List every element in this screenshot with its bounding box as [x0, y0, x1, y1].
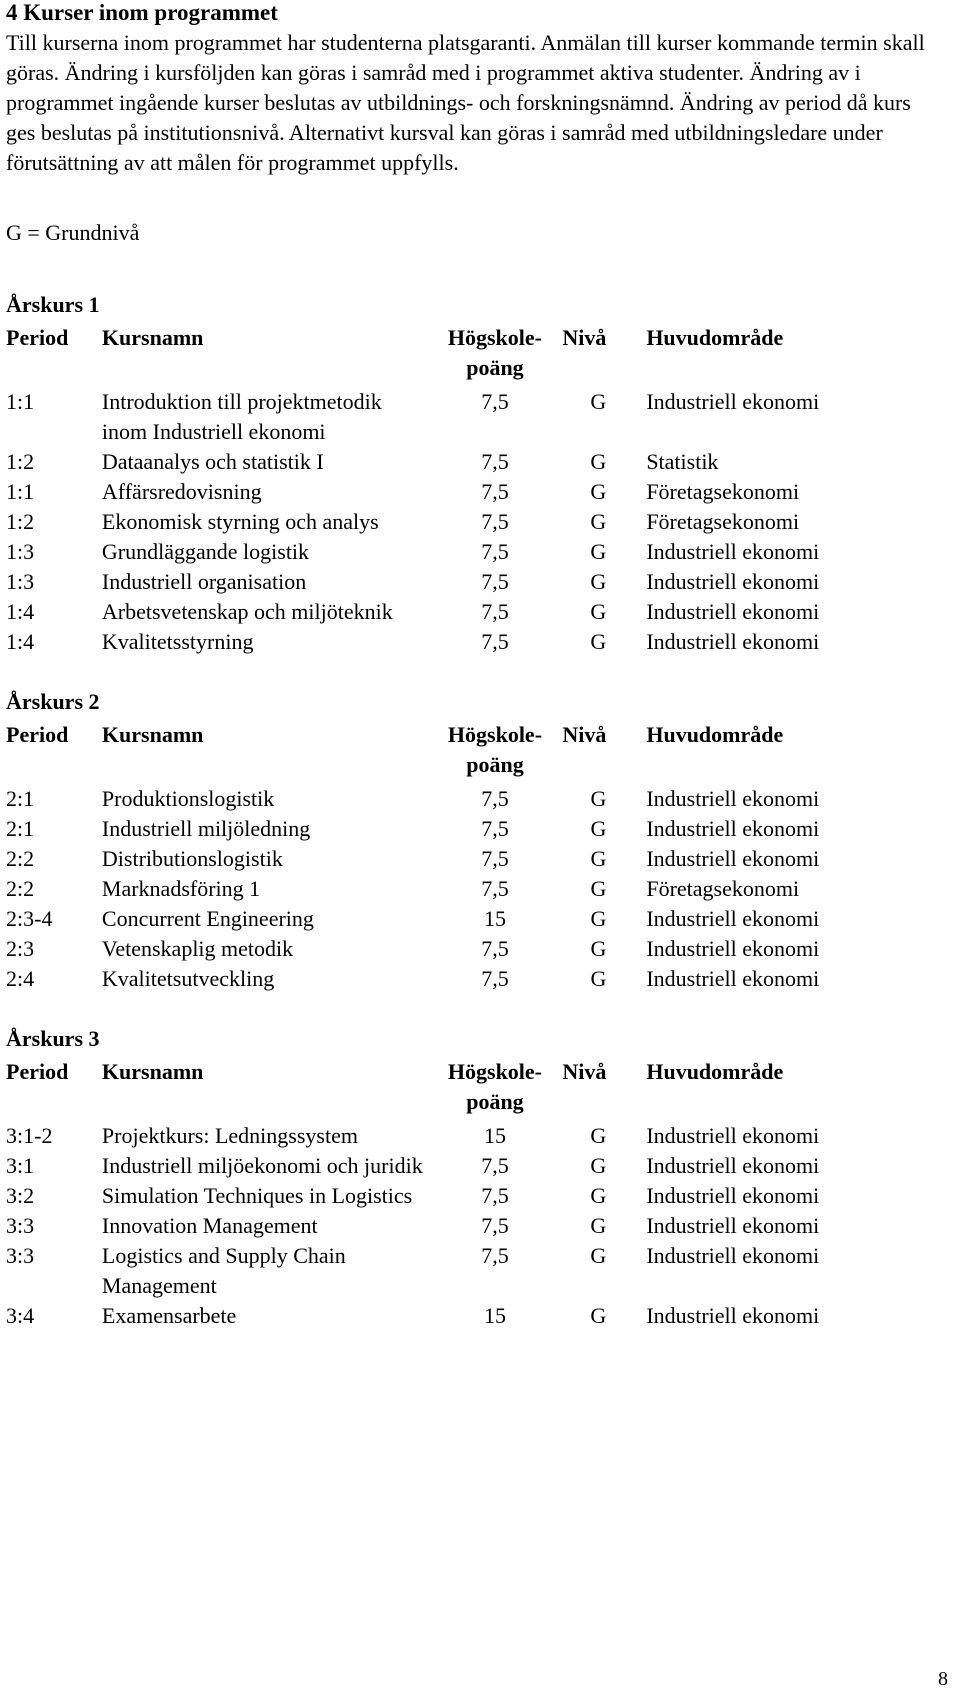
- header-credits-line2: poäng: [466, 752, 524, 777]
- table-row: [6, 904, 946, 934]
- course-credits: 7,5: [481, 599, 509, 624]
- course-period: 2:3-4: [6, 906, 53, 931]
- course-main-field: Industriell ekonomi: [646, 629, 820, 654]
- course-main-field: Industriell ekonomi: [646, 1153, 820, 1178]
- document-page: [6, 0, 946, 1331]
- course-main-field: Industriell ekonomi: [646, 539, 820, 564]
- course-level: G: [590, 786, 607, 811]
- header-period: Period: [6, 325, 69, 350]
- course-period: 1:4: [6, 599, 35, 624]
- course-name: Examensarbete: [101, 1303, 237, 1328]
- course-credits: 15: [483, 906, 506, 931]
- course-period: 1:1: [6, 389, 35, 414]
- header-credits: [428, 716, 563, 780]
- course-main-field: Industriell ekonomi: [646, 389, 820, 414]
- course-level: G: [590, 846, 607, 871]
- section-title: 4 Kurser inom programmet: [6, 0, 278, 25]
- course-main-field: Statistik: [646, 449, 719, 474]
- course-level: G: [590, 936, 607, 961]
- table-row: [6, 1301, 946, 1331]
- table-row: [6, 874, 946, 904]
- year-heading: Årskurs 2: [6, 689, 100, 714]
- course-name: Distributionslogistik: [101, 846, 283, 871]
- course-name: Simulation Techniques in Logistics: [101, 1183, 413, 1208]
- course-period: 1:3: [6, 569, 35, 594]
- table-row: [6, 567, 946, 597]
- course-credits: 7,5: [481, 936, 509, 961]
- table-row: [6, 1151, 946, 1181]
- course-name: Industriell organisation: [101, 569, 307, 594]
- course-name: Introduktion till projektmetodik inom Industriell ekonomi: [101, 389, 382, 444]
- course-level: G: [590, 599, 607, 624]
- course-level: G: [590, 1243, 607, 1268]
- course-credits: 7,5: [481, 539, 509, 564]
- table-row: [6, 814, 946, 844]
- course-level: G: [590, 509, 607, 534]
- intro-paragraph: Till kurserna inom programmet har studenterna platsgaranti. Anmälan till kurser kommande termin skall göras. Ändring i kursföljden kan göras i samråd med i programmet aktiva studenter. Ändring av i programmet ingående kurser beslutas av utbildnings- och forskningsnämnd. Ändring av period då kurs ges beslutas på institutionsnivå. Alternativt kursval kan göras i samråd med utbildningsledare under förutsättning av att målen för programmet uppfylls.: [6, 30, 925, 175]
- course-period: 2:2: [6, 846, 35, 871]
- course-name: Grundläggande logistik: [101, 539, 310, 564]
- table-row: [6, 447, 946, 477]
- course-credits: 15: [483, 1123, 506, 1148]
- table-row: [6, 627, 946, 657]
- course-period: 3:1: [6, 1153, 35, 1178]
- year-section: [6, 1025, 946, 1331]
- course-level: G: [590, 1303, 607, 1328]
- table-row: [6, 844, 946, 874]
- course-main-field: Företagsekonomi: [646, 876, 800, 901]
- table-row: [6, 597, 946, 627]
- course-period: 1:3: [6, 539, 35, 564]
- course-main-field: Företagsekonomi: [646, 509, 800, 534]
- table-row: [6, 1241, 946, 1301]
- course-credits: 7,5: [481, 389, 509, 414]
- course-credits: 7,5: [481, 1213, 509, 1238]
- course-period: 2:4: [6, 966, 35, 991]
- course-main-field: Industriell ekonomi: [646, 1243, 820, 1268]
- course-level: G: [590, 816, 607, 841]
- header-credits: [428, 319, 563, 383]
- header-period: Period: [6, 1059, 69, 1084]
- course-credits: 7,5: [481, 1183, 509, 1208]
- header-credits: [428, 1053, 563, 1117]
- course-period: 3:4: [6, 1303, 35, 1328]
- course-credits: 7,5: [481, 479, 509, 504]
- course-credits: 7,5: [481, 786, 509, 811]
- table-row: [6, 780, 946, 814]
- table-row: [6, 1211, 946, 1241]
- course-credits: 7,5: [481, 509, 509, 534]
- course-level: G: [590, 966, 607, 991]
- course-name: Kvalitetsutveckling: [101, 966, 275, 991]
- table-row: [6, 1117, 946, 1151]
- course-credits: 7,5: [481, 1243, 509, 1268]
- course-main-field: Industriell ekonomi: [646, 936, 820, 961]
- course-period: 1:2: [6, 449, 35, 474]
- course-level: G: [590, 1153, 607, 1178]
- course-credits: 7,5: [481, 876, 509, 901]
- course-period: 2:1: [6, 816, 35, 841]
- table-row: [6, 1181, 946, 1211]
- year-section: [6, 688, 946, 994]
- course-main-field: Industriell ekonomi: [646, 569, 820, 594]
- course-name: Marknadsföring 1: [101, 876, 261, 901]
- course-level: G: [590, 1183, 607, 1208]
- course-main-field: Industriell ekonomi: [646, 599, 820, 624]
- year-heading: Årskurs 1: [6, 292, 100, 317]
- course-period: 3:3: [6, 1213, 35, 1238]
- course-name: Produktionslogistik: [101, 786, 275, 811]
- table-header-row: [6, 1053, 946, 1117]
- header-course-name: Kursnamn: [101, 722, 204, 747]
- course-period: 2:2: [6, 876, 35, 901]
- course-period: 1:4: [6, 629, 35, 654]
- course-main-field: Industriell ekonomi: [646, 1213, 820, 1238]
- course-main-field: Industriell ekonomi: [646, 846, 820, 871]
- table-header-row: [6, 716, 946, 780]
- course-name: Ekonomisk styrning och analys: [101, 509, 379, 534]
- course-name: Vetenskaplig metodik: [101, 936, 294, 961]
- course-level: G: [590, 906, 607, 931]
- course-name: Dataanalys och statistik I: [101, 449, 324, 474]
- page-number: 8: [938, 1668, 948, 1690]
- course-name: Innovation Management: [101, 1213, 318, 1238]
- course-main-field: Företagsekonomi: [646, 479, 800, 504]
- course-credits: 7,5: [481, 816, 509, 841]
- table-row: [6, 964, 946, 994]
- course-years: [6, 291, 946, 1331]
- course-name: Logistics and Supply Chain Management: [101, 1243, 346, 1298]
- course-table: [6, 319, 946, 657]
- course-level: G: [590, 1123, 607, 1148]
- table-row: [6, 477, 946, 507]
- table-row: [6, 537, 946, 567]
- header-credits-line1: Högskole-: [447, 722, 543, 747]
- course-name: Industriell miljöledning: [101, 816, 311, 841]
- course-level: G: [590, 876, 607, 901]
- course-credits: 7,5: [481, 846, 509, 871]
- course-level: G: [590, 569, 607, 594]
- course-main-field: Industriell ekonomi: [646, 906, 820, 931]
- header-level: Nivå: [562, 1059, 607, 1084]
- course-credits: 7,5: [481, 629, 509, 654]
- course-main-field: Industriell ekonomi: [646, 786, 820, 811]
- header-level: Nivå: [562, 325, 607, 350]
- header-credits-line2: poäng: [466, 355, 524, 380]
- header-course-name: Kursnamn: [101, 1059, 204, 1084]
- level-legend: G = Grundnivå: [6, 220, 140, 245]
- header-course-name: Kursnamn: [101, 325, 204, 350]
- course-period: 3:1-2: [6, 1123, 53, 1148]
- course-name: Industriell miljöekonomi och juridik: [101, 1153, 423, 1178]
- course-period: 2:3: [6, 936, 35, 961]
- table-row: [6, 934, 946, 964]
- table-row: [6, 507, 946, 537]
- course-level: G: [590, 629, 607, 654]
- course-level: G: [590, 389, 607, 414]
- course-credits: 7,5: [481, 449, 509, 474]
- course-name: Arbetsvetenskap och miljöteknik: [101, 599, 393, 624]
- header-period: Period: [6, 722, 69, 747]
- course-period: 3:2: [6, 1183, 35, 1208]
- course-credits: 7,5: [481, 966, 509, 991]
- course-table: [6, 716, 946, 994]
- year-section: [6, 291, 946, 657]
- table-header-row: [6, 319, 946, 383]
- course-name: Concurrent Engineering: [101, 906, 314, 931]
- course-main-field: Industriell ekonomi: [646, 816, 820, 841]
- course-table: [6, 1053, 946, 1331]
- course-main-field: Industriell ekonomi: [646, 1183, 820, 1208]
- course-name: Affärsredovisning: [101, 479, 262, 504]
- header-main-field: Huvudområde: [646, 1059, 784, 1084]
- course-level: G: [590, 1213, 607, 1238]
- header-credits-line1: Högskole-: [447, 1059, 543, 1084]
- course-level: G: [590, 479, 607, 504]
- header-level: Nivå: [562, 722, 607, 747]
- course-credits: 7,5: [481, 569, 509, 594]
- course-period: 1:2: [6, 509, 35, 534]
- course-main-field: Industriell ekonomi: [646, 1303, 820, 1328]
- course-level: G: [590, 449, 607, 474]
- course-period: 1:1: [6, 479, 35, 504]
- course-period: 3:3: [6, 1243, 35, 1268]
- course-name: Projektkurs: Ledningssystem: [101, 1123, 358, 1148]
- year-heading: Årskurs 3: [6, 1026, 100, 1051]
- header-main-field: Huvudområde: [646, 325, 784, 350]
- course-credits: 15: [483, 1303, 506, 1328]
- course-name: Kvalitetsstyrning: [101, 629, 254, 654]
- header-credits-line1: Högskole-: [447, 325, 542, 350]
- course-period: 2:1: [6, 786, 35, 811]
- course-main-field: Industriell ekonomi: [646, 966, 820, 991]
- course-main-field: Industriell ekonomi: [646, 1123, 820, 1148]
- header-credits-line2: poäng: [466, 1089, 524, 1114]
- course-level: G: [590, 539, 607, 564]
- course-credits: 7,5: [481, 1153, 509, 1178]
- table-row: [6, 383, 946, 447]
- header-main-field: Huvudområde: [646, 722, 784, 747]
